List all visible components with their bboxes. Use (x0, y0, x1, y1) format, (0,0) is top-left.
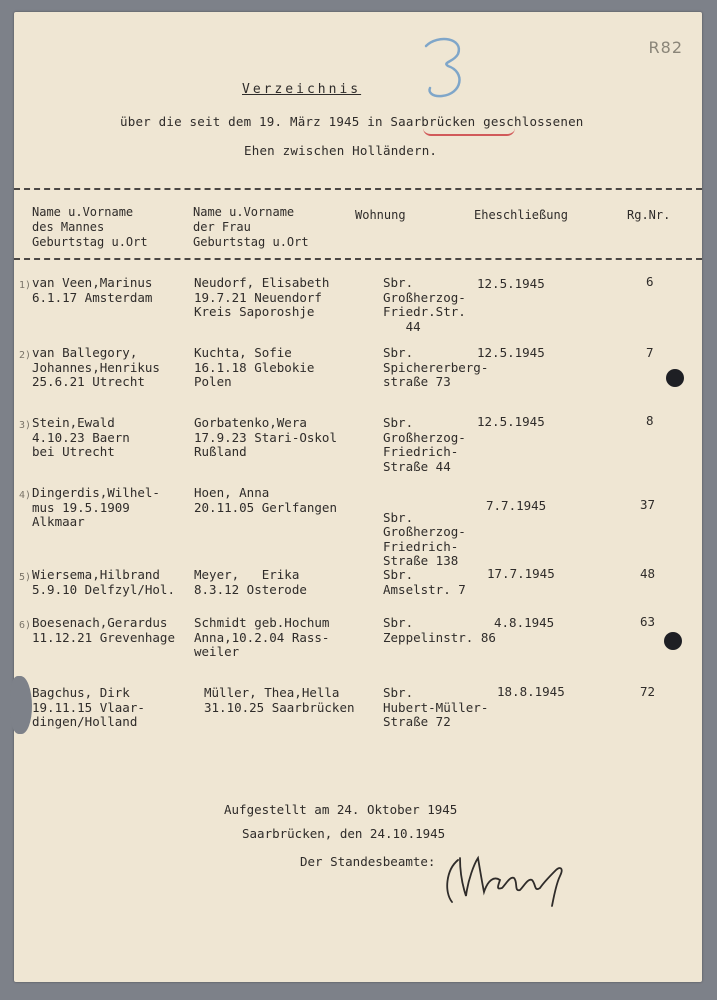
corner-mark: R82 (648, 38, 683, 57)
row-woman: Gorbatenko,Wera 17.9.23 Stari-Oskol Rußland (194, 415, 337, 459)
footer-line-2: Saarbrücken, den 24.10.1945 (242, 826, 446, 841)
row-residence: Sbr. Großherzog- Friedrich- Straße 44 (383, 415, 466, 474)
row-mark: 4) (19, 490, 32, 501)
row-reg: 63 (640, 614, 656, 629)
header-reg-number: Rg.Nr. (627, 208, 671, 222)
pencil-mark-icon (418, 32, 472, 102)
divider-top (14, 188, 702, 190)
divider-header (14, 258, 702, 260)
subtitle-line-1: über die seit dem 19. März 1945 in Saarbrücken geschlossenen (120, 114, 584, 129)
row-mark: 1) (19, 280, 32, 291)
header-residence: Wohnung (355, 208, 406, 222)
subtitle-line-2: Ehen zwischen Holländern. (244, 143, 438, 158)
row-date: 18.8.1945 (497, 684, 565, 699)
row-woman: Neudorf, Elisabeth 19.7.21 Neuendorf Kreis Saporoshje (194, 275, 330, 319)
row-date: 4.8.1945 (494, 615, 555, 630)
punch-hole (666, 369, 684, 387)
row-woman: Kuchta, Sofie 16.1.18 Glebokie Polen (194, 345, 315, 389)
row-man: van Veen,Marinus 6.1.17 Amsterdam (32, 275, 153, 305)
header-marriage: Eheschließung (474, 208, 568, 222)
row-woman: Hoen, Anna 20.11.05 Gerlfangen (194, 485, 337, 515)
punch-hole (664, 632, 682, 650)
row-date: 7.7.1945 (486, 498, 547, 513)
row-man: Stein,Ewald 4.10.23 Baern bei Utrecht (32, 415, 130, 459)
signature-icon (438, 840, 578, 910)
row-woman: Müller, Thea,Hella 31.10.25 Saarbrücken (204, 685, 355, 715)
header-man: Name u.Vorname des Mannes Geburtstag u.Ort (32, 205, 148, 249)
footer-line-3: Der Standesbeamte: (300, 854, 436, 869)
row-man: Dingerdis,Wilhel- mus 19.5.1909 Alkmaar (32, 485, 160, 529)
row-residence: Sbr. Großherzog- Friedr.Str. 44 (383, 275, 466, 334)
row-mark: 5) (19, 572, 32, 583)
row-residence: Sbr. Großherzog- Friedrich- Straße 138 (383, 509, 466, 568)
document-title: Verzeichnis (242, 82, 362, 97)
footer-line-1: Aufgestellt am 24. Oktober 1945 (224, 802, 458, 817)
row-man: Bagchus, Dirk 19.11.15 Vlaar- dingen/Holland (32, 685, 145, 729)
row-reg: 37 (640, 497, 656, 512)
row-residence: Sbr. Spichererberg- straße 73 (383, 345, 489, 389)
row-woman: Schmidt geb.Hochum Anna,10.2.04 Rass- weiler (194, 615, 330, 659)
row-man: Wiersema,Hilbrand 5.9.10 Delfzyl/Hol. (32, 567, 175, 597)
row-reg: 6 (646, 274, 654, 289)
row-date: 17.7.1945 (487, 566, 555, 581)
row-man: van Ballegory, Johannes,Henrikus 25.6.21 Utrecht (32, 345, 160, 389)
row-date: 12.5.1945 (477, 414, 545, 429)
row-residence: Sbr. Amselstr. 7 (383, 567, 466, 597)
header-woman: Name u.Vorname der Frau Geburtstag u.Ort (193, 205, 309, 249)
row-reg: 8 (646, 413, 654, 428)
torn-edge (10, 676, 32, 734)
row-reg: 72 (640, 684, 656, 699)
row-reg: 7 (646, 345, 654, 360)
row-residence: Sbr. Zeppelinstr. 86 (383, 615, 496, 645)
row-residence: Sbr. Hubert-Müller- Straße 72 (383, 685, 489, 729)
row-date: 12.5.1945 (477, 276, 545, 291)
row-mark: 3) (19, 420, 32, 431)
row-man: Boesenach,Gerardus 11.12.21 Grevenhage (32, 615, 175, 645)
row-date: 12.5.1945 (477, 345, 545, 360)
row-reg: 48 (640, 566, 656, 581)
row-mark: 6) (19, 620, 32, 631)
row-mark: 2) (19, 350, 32, 361)
red-underline (423, 128, 515, 136)
row-woman: Meyer, Erika 8.3.12 Osterode (194, 567, 307, 597)
